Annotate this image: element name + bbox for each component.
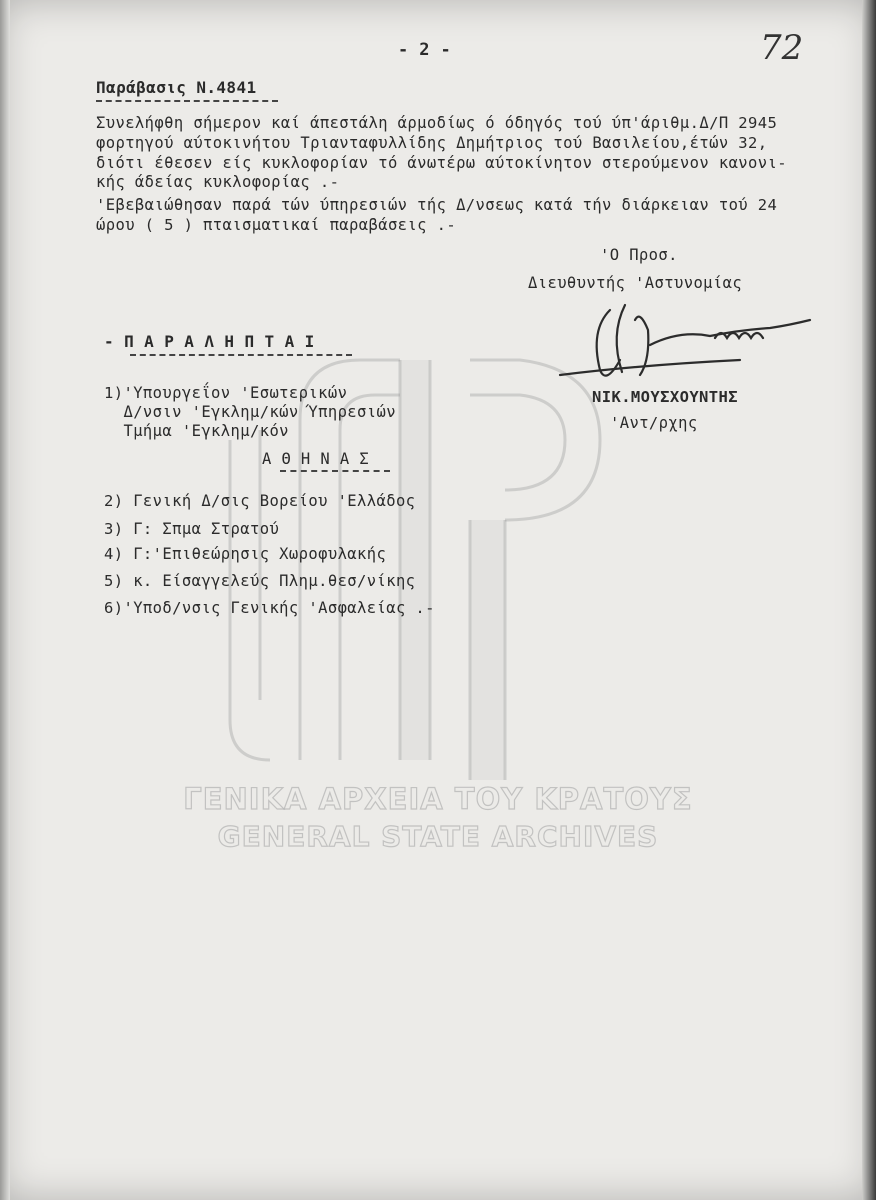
handwritten-folio-number: 72: [760, 28, 804, 68]
list-item: 3) Γ: Σπμα Στρατού: [104, 520, 280, 538]
list-item: 2) Γενική Δ/σις Βορείου 'Ελλάδος: [104, 492, 416, 510]
title-underline: [96, 100, 278, 102]
athens-heading-underline: [280, 470, 390, 472]
signature-title-line2: Διευθυντής 'Αστυνομίας: [528, 274, 743, 292]
list-item: 6)'Υποδ/νσις Γενικής 'Ασφαλείας .-: [104, 599, 435, 617]
body-line: φορτηγού αύτοκινήτου Τριανταφυλλίδης Δημήτριος τού Βασιλείου,έτών 32,: [96, 134, 768, 152]
watermark-english: GENERAL STATE ARCHIVES: [217, 820, 659, 853]
handwritten-signature: [540, 290, 840, 390]
body-line: Συνελήφθη σήμερον καί άπεστάλη άρμοδίως ό όδηγός τού ύπ'άριθμ.Δ/Π 2945: [96, 114, 778, 132]
page-number: - 2 -: [398, 40, 452, 60]
signatory-name: ΝΙΚ.ΜΟΥΣΧΟΥΝΤΗΣ: [592, 388, 738, 406]
body-line: 'Εβεβαιώθησαν παρά τών ύπηρεσιών τής Δ/νσεως κατά τήν διάρκειαν τού 24: [96, 196, 778, 214]
recipients-heading: - Π Α Ρ Α Λ Η Π Τ Α Ι: [104, 332, 315, 351]
list-item: 4) Γ:'Επιθεώρησις Χωροφυλακής: [104, 545, 387, 563]
body-line: ώρου ( 5 ) πταισματικαί παραβάσεις .-: [96, 216, 457, 234]
athens-heading: Α Θ Η Ν Α Σ: [262, 450, 370, 468]
recipient-line: Τμήμα 'Εγκλημ/κόν: [104, 422, 289, 440]
document-title: Παράβασις Ν.4841: [96, 78, 257, 97]
body-line: κής άδείας κυκλοφορίας .-: [96, 173, 340, 191]
signatory-rank: 'Αντ/ρχης: [610, 414, 698, 432]
recipient-line: Δ/νσιν 'Εγκλημ/κών Ύπηρεσιών: [104, 403, 396, 421]
watermark-greek: ΓΕΝΙΚΑ ΑΡΧΕΙΑ ΤΟΥ ΚΡΑΤΟΥΣ: [183, 782, 693, 816]
recipient-line: 1)'Υπουργεΐον 'Εσωτερικών: [104, 384, 348, 402]
list-item: 5) κ. Είσαγγελεύς Πλημ.θεσ/νίκης: [104, 572, 416, 590]
recipients-heading-underline: [130, 354, 352, 356]
body-line: διότι έθεσεν είς κυκλοφορίαν τό άνωτέρω αύτοκίνητον στερούμενον κανονι-: [96, 154, 787, 172]
signature-title-line1: 'Ο Προσ.: [600, 246, 678, 264]
